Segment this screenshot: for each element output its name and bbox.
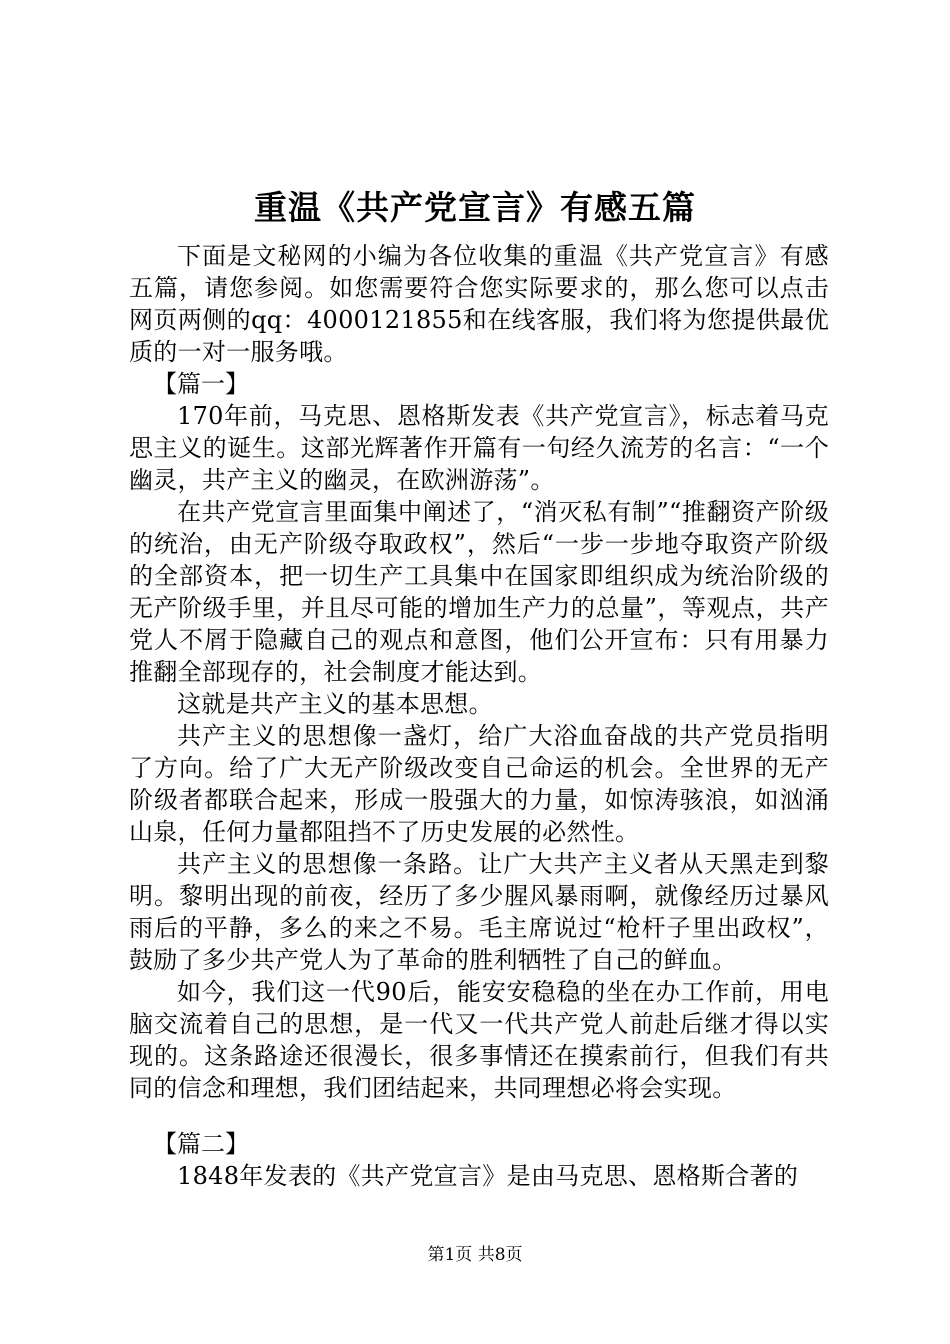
body-paragraph: 如今，我们这一代90后，能安安稳稳的坐在办工作前，用电脑交流着自己的思想，是一代又一代共产党人前赴后继才得以实现的。这条路途还很漫长，很多事情还在摸索前行，但我们有共同的信念和理想，我们团结起来，共同理想必将会实现。 <box>129 978 829 1102</box>
body-paragraph: 1848年发表的《共产党宣言》是由马克思、恩格斯合著的 <box>177 1162 799 1190</box>
section-heading-1: 【篇一】 <box>153 370 249 398</box>
document-title: 重温《共产党宣言》有感五篇 <box>254 188 696 227</box>
body-paragraph: 这就是共产主义的基本思想。 <box>177 690 493 718</box>
body-paragraph: 共产主义的思想像一盏灯，给广大浴血奋战的共产党员指明了方向。给了广大无产阶级改变自己命运的机会。全世界的无产阶级者都联合起来，形成一股强大的力量，如惊涛骇浪，如汹涌山泉，任何力量都阻挡不了历史发展的必然性。 <box>129 722 829 846</box>
body-paragraph: 170年前，马克思、恩格斯发表《共产党宣言》，标志着马克思主义的诞生。这部光辉著作开篇有一句经久流芳的名言：“一个幽灵，共产主义的幽灵，在欧洲游荡”。 <box>129 402 829 494</box>
intro-paragraph: 下面是文秘网的小编为各位收集的重温《共产党宣言》有感五篇，请您参阅。如您需要符合您实际要求的，那么您可以点击网页两侧的qq：4000121855和在线客服，我们将为您提供最优质的一对一服务哦。 <box>129 242 829 366</box>
section-spacer <box>129 1104 829 1128</box>
body-paragraph: 共产主义的思想像一条路。让广大共产主义者从天黑走到黎明。黎明出现的前夜，经历了多少腥风暴雨啊，就像经历过暴风雨后的平静，多么的来之不易。毛主席说过“枪杆子里出政权”，鼓励了多少共产党人为了革命的胜利牺牲了自己的鲜血。 <box>129 850 829 974</box>
body-paragraph: 在共产党宣言里面集中阐述了，“消灭私有制”“推翻资产阶级的统治，由无产阶级夺取政权”，然后“一步一步地夺取资产阶级的全部资本，把一切生产工具集中在国家即组织成为统治阶级的无产阶级手里，并且尽可能的增加生产力的总量”，等观点，共产党人不屑于隐藏自己的观点和意图，他们公开宣布：只有用暴力推翻全部现存的，社会制度才能达到。 <box>129 498 829 686</box>
page-footer: 第1页 共8页 <box>427 1245 523 1265</box>
section-heading-2: 【篇二】 <box>153 1130 249 1158</box>
document-body <box>129 240 829 1192</box>
